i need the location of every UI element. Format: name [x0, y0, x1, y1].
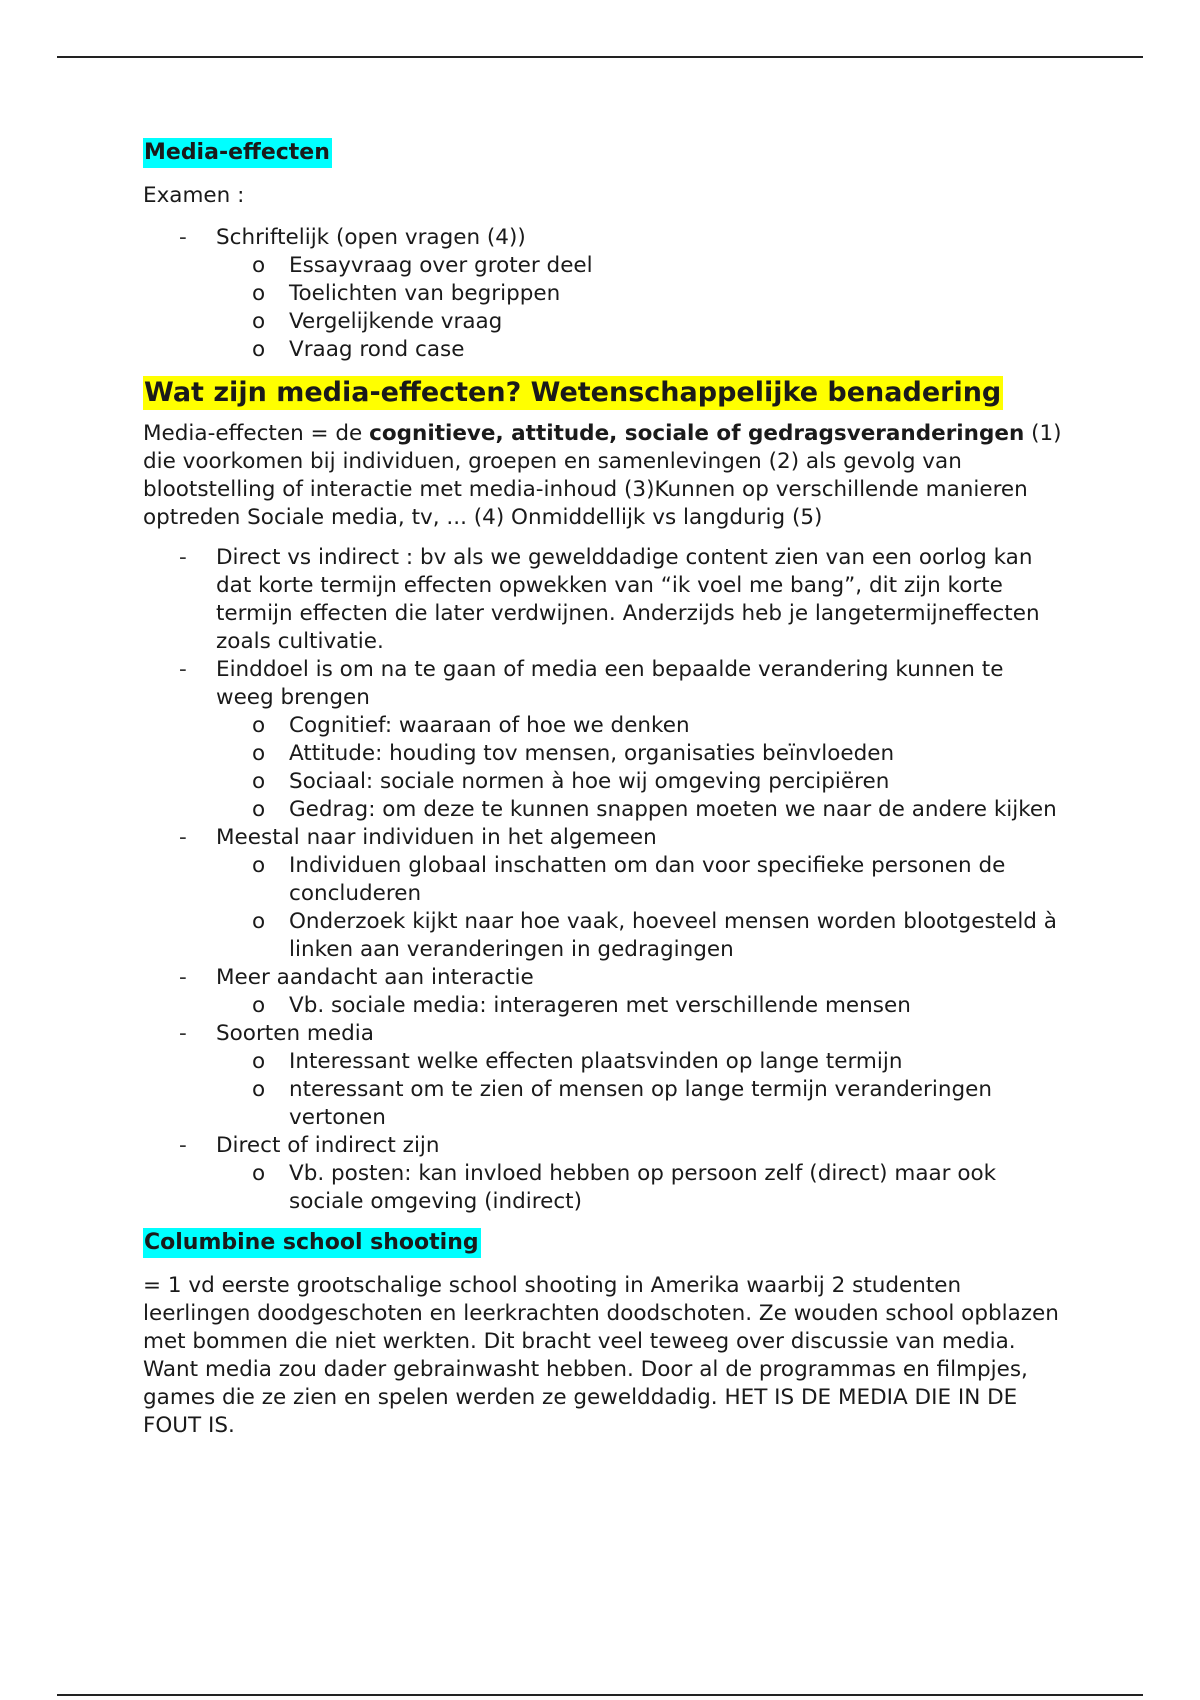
bullet-item	[143, 824, 1063, 964]
bullet-subitem-text: Vb. posten: kan invloed hebben op persoon zelf (direct) maar ook sociale omgeving (indirect)	[289, 1161, 997, 1214]
bullet-item	[143, 964, 1063, 1020]
definition-rest: (1) die voorkomen bij individuen, groepen en samenlevingen (2) als gevolg van blootstelling of interactie met media-inhoud (3)Kunnen op verschillende manieren optreden Sociale media, tv, ... (4) Onmiddellijk vs langdurig (5)	[143, 421, 1062, 530]
bullet-text: Meestal naar individuen in het algemeen	[216, 825, 657, 850]
bullet-sublist	[216, 992, 1063, 1020]
exam-subitem: o Essayvraag over groter deel	[252, 253, 593, 278]
heading-wetenschappelijke-benadering: Wat zijn media-effecten? Wetenschappelijke benadering	[144, 377, 1002, 408]
bullet-subitem-text: Onderzoek kijkt naar hoe vaak, hoeveel mensen worden blootgesteld à linken aan veranderingen in gedragingen	[289, 909, 1057, 962]
dash-bullet: -	[179, 1133, 187, 1158]
bullet-text: Einddoel is om na te gaan of media een bepaalde verandering kunnen te weeg brengen	[216, 657, 1004, 710]
bullet-subitem	[216, 992, 1063, 1020]
bullet-subitem	[216, 1160, 1063, 1216]
bullet-subitem	[216, 740, 1063, 768]
bullet-sublist	[216, 1160, 1063, 1216]
header-rule	[57, 56, 1143, 58]
bullet-item	[143, 1020, 1063, 1132]
bullet-subitem	[216, 768, 1063, 796]
bullet-subitem	[216, 852, 1063, 908]
circle-bullet: o	[252, 1077, 266, 1102]
circle-bullet: o	[252, 281, 266, 306]
circle-bullet: o	[252, 1049, 266, 1074]
dash-bullet: -	[179, 1021, 187, 1046]
circle-bullet: o	[252, 337, 266, 362]
bullet-subitem	[216, 712, 1063, 740]
bullet-subitem-text: Vb. sociale media: interageren met verschillende mensen	[289, 993, 911, 1018]
bullet-text: Soorten media	[216, 1021, 374, 1046]
bullet-subitem-text: Sociaal: sociale normen à hoe wij omgeving percipiëren	[289, 769, 890, 794]
circle-bullet: o	[252, 741, 266, 766]
definition-paragraph	[143, 420, 1063, 532]
exam-sublist	[216, 252, 1063, 364]
bullet-sublist	[216, 712, 1063, 824]
exam-list	[143, 224, 1063, 364]
bullet-subitem	[216, 796, 1063, 824]
bullet-item	[143, 656, 1063, 824]
circle-bullet: o	[252, 797, 266, 822]
document-body	[143, 138, 1063, 1440]
exam-subitem: o Toelichten van begrippen	[252, 281, 561, 306]
bullet-sublist	[216, 1048, 1063, 1132]
dash-bullet: -	[179, 225, 187, 250]
circle-bullet: o	[252, 853, 266, 878]
heading-media-effecten: Media-effecten	[143, 138, 332, 168]
bullet-text: Direct vs indirect : bv als we gewelddadige content zien van een oorlog kan dat korte termijn effecten opwekken van “ik voel me bang”, dit zijn korte termijn effecten die later verdwijnen. Anderzijds heb je langetermijneffecten zoals cultivatie.	[216, 545, 1040, 654]
bullet-subitem-text: Gedrag: om deze te kunnen snappen moeten we naar de andere kijken	[289, 797, 1057, 822]
circle-bullet: o	[252, 713, 266, 738]
bullet-item	[143, 544, 1063, 656]
bullet-subitem-text: nteressant om te zien of mensen op lange termijn veranderingen vertonen	[289, 1077, 992, 1130]
bullet-sublist	[216, 852, 1063, 964]
circle-bullet: o	[252, 253, 266, 278]
bullet-subitem	[216, 1076, 1063, 1132]
bullet-subitem-text: Interessant welke effecten plaatsvinden op lange termijn	[289, 1049, 903, 1074]
definition-lead: Media-effecten = de	[143, 421, 370, 446]
circle-bullet: o	[252, 993, 266, 1018]
columbine-paragraph: = 1 vd eerste grootschalige school shooting in Amerika waarbij 2 studenten leerlingen doodgeschoten en leerkrachten doodschoten. Ze wouden school opblazen met bommen die niet werkten. Dit bracht veel teweeg over discussie van media. Want media zou dader gebrainwasht hebben. Door al de programmas en filmpjes, games die ze zien en spelen werden ze gewelddadig. HET IS DE MEDIA DIE IN DE FOUT IS.	[143, 1273, 1059, 1438]
dash-bullet: -	[179, 825, 187, 850]
bullet-text: Meer aandacht aan interactie	[216, 965, 534, 990]
circle-bullet: o	[252, 309, 266, 334]
exam-item	[143, 224, 1063, 364]
circle-bullet: o	[252, 1161, 266, 1186]
circle-bullet: o	[252, 769, 266, 794]
exam-item-text: Schriftelijk (open vragen (4))	[216, 225, 526, 250]
footer-rule	[57, 1694, 1143, 1696]
main-bullet-list	[143, 544, 1063, 1216]
heading-columbine: Columbine school shooting	[143, 1228, 481, 1258]
dash-bullet: -	[179, 545, 187, 570]
definition-bold: cognitieve, attitude, sociale of gedragsveranderingen	[369, 421, 1025, 446]
dash-bullet: -	[179, 965, 187, 990]
bullet-subitem-text: Cognitief: waaraan of hoe we denken	[289, 713, 690, 738]
bullet-subitem-text: Individuen globaal inschatten om dan voor specifieke personen de concluderen	[289, 853, 1006, 906]
exam-label: Examen :	[143, 183, 245, 208]
bullet-subitem	[216, 1048, 1063, 1076]
exam-subitem: o Vraag rond case	[252, 337, 465, 362]
dash-bullet: -	[179, 657, 187, 682]
bullet-text: Direct of indirect zijn	[216, 1133, 440, 1158]
circle-bullet: o	[252, 909, 266, 934]
bullet-item	[143, 1132, 1063, 1216]
exam-subitem: o Vergelijkende vraag	[252, 309, 503, 334]
bullet-subitem-text: Attitude: houding tov mensen, organisaties beïnvloeden	[289, 741, 895, 766]
bullet-subitem	[216, 908, 1063, 964]
